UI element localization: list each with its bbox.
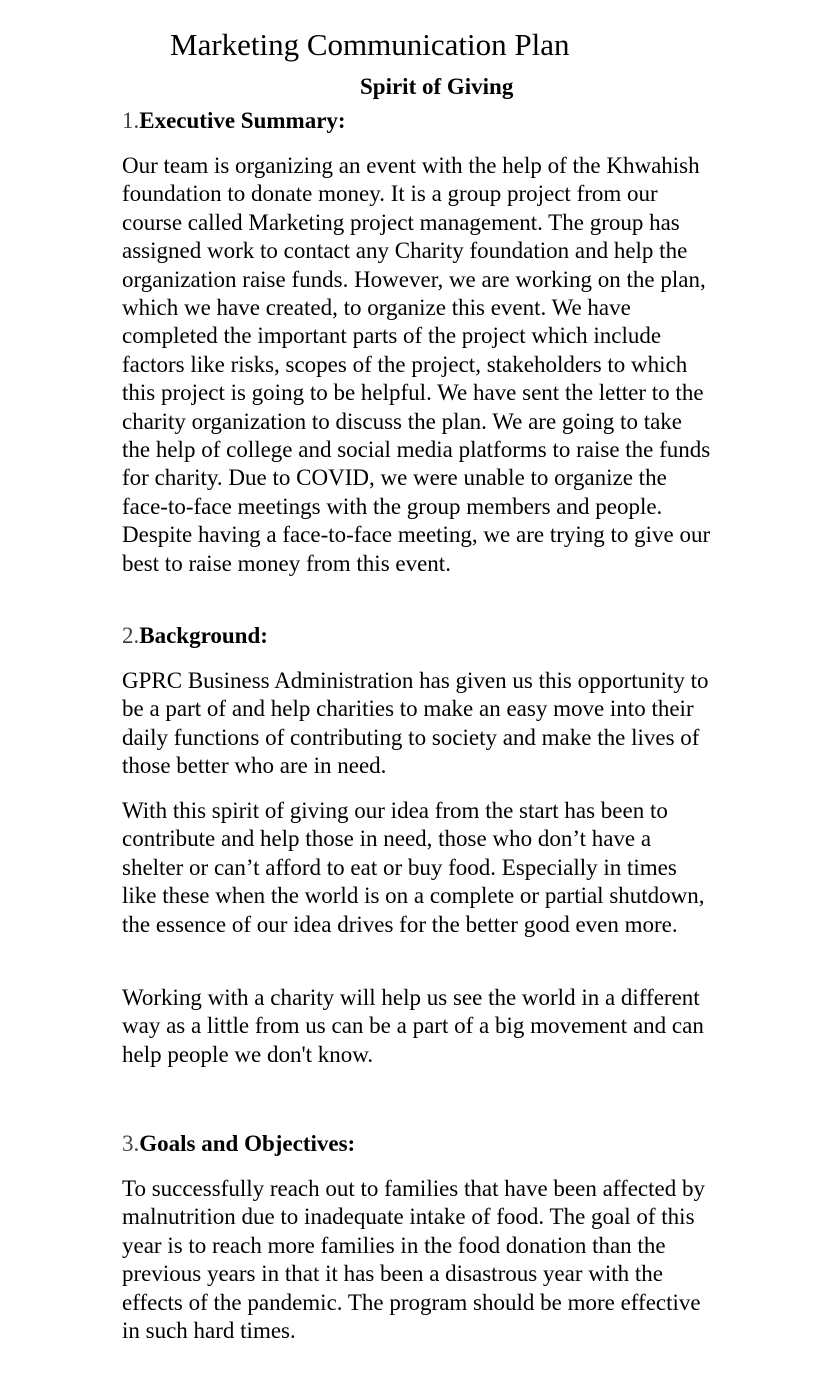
section-title: Executive Summary: [139,108,346,133]
background-paragraph-2: With this spirit of giving our idea from the start has been to contribute and help those in need, those who don’t have a shelter or can’t afford to eat or buy food. Especially in times like these when the world is on a complete or partial shutdown, the essence of our idea drives for the better good even more. [122,798,705,937]
document-title: Marketing Communication Plan [170,27,570,62]
section-heading-executive-summary [122,107,346,135]
section-heading-goals-and-objectives [122,1130,355,1158]
goals-paragraph: To successfully reach out to families that have been affected by malnutrition due to inadequate intake of food. The goal of this year is to reach more families in the food donation than the previous years in that it has been a disastrous year with the effects of the pandemic. The program should be more effective in such hard times. [122,1176,705,1344]
section-number: 3. [122,1131,140,1156]
executive-summary-paragraph: Our team is organizing an event with the help of the Khwahish foundation to donate money. It is a group project from our course called Marketing project management. The group has assigned work to contact any Charity foundation and help the organization raise funds. However, we are working on the plan, which we have created, to organize this event. We have completed the important parts of the project which include factors like risks, scopes of the project, stakeholders to which this project is going to be helpful. We have sent the letter to the charity organization to discuss the plan. We are going to take the help of college and social media platforms to raise the funds for charity. Due to COVID, we were unable to organize the face-to-face meetings with the group members and people. Despite having a face-to-face meeting, we are trying to give our best to raise money from this event. [122,153,711,576]
section-number: 1. [122,108,140,133]
section-title: Background: [139,623,268,648]
background-paragraph-1: GPRC Business Administration has given us this opportunity to be a part of and help charities to make an easy move into their daily functions of contributing to society and make the lives of those better who are in need. [122,668,709,779]
background-paragraph-3: Working with a charity will help us see the world in a different way as a little from us can be a part of a big movement and can help people we don't know. [122,985,704,1067]
section-number: 2. [122,623,140,648]
section-title: Goals and Objectives: [139,1131,356,1156]
document-subtitle: Spirit of Giving [360,74,514,99]
section-heading-background [122,622,268,650]
